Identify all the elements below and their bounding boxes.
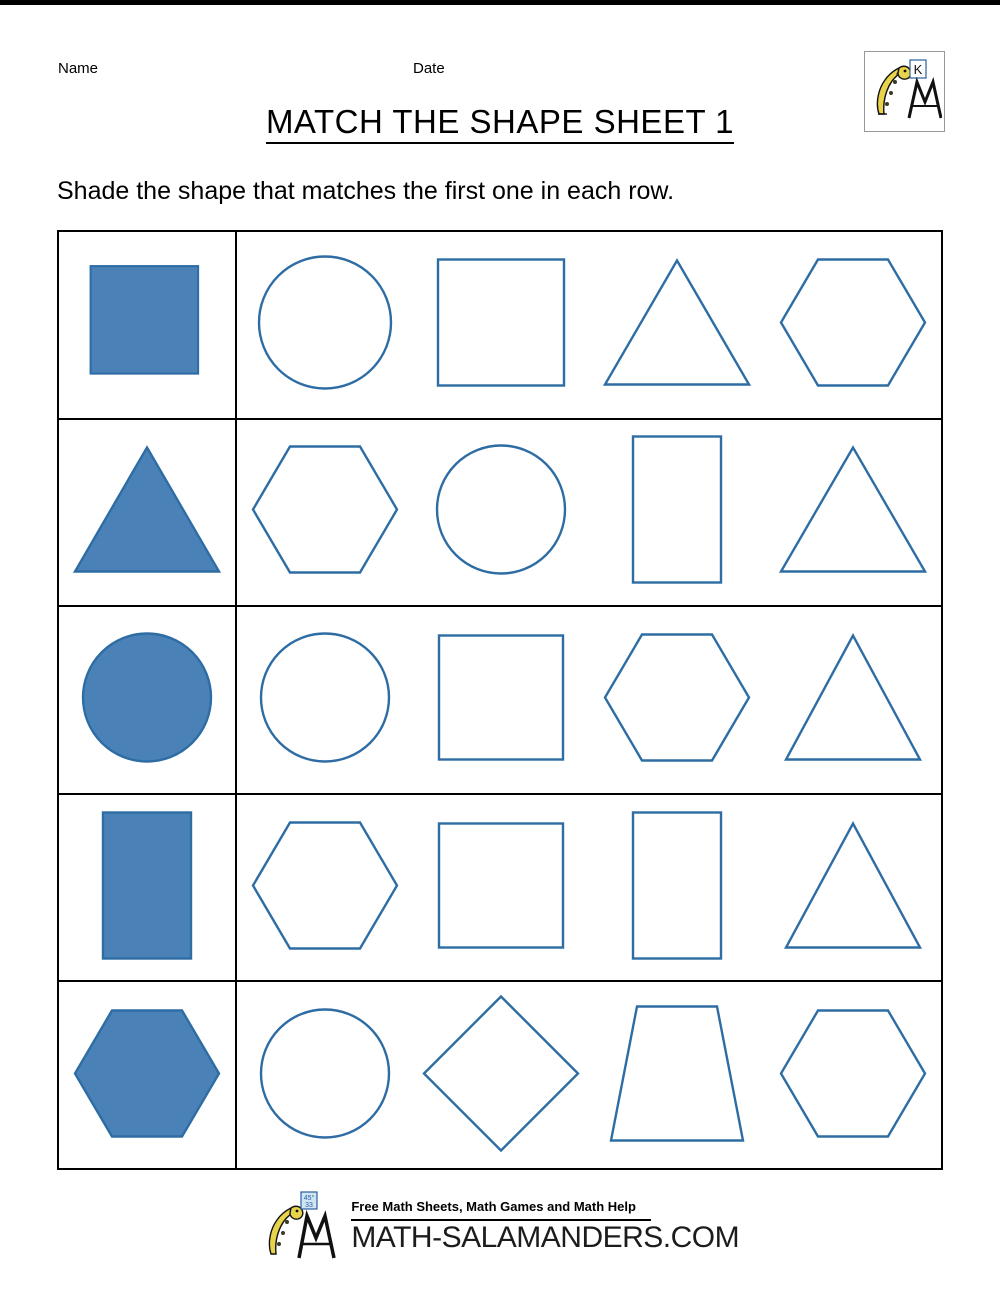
page-title bbox=[0, 103, 1000, 141]
option-cell[interactable] bbox=[413, 607, 589, 793]
shape-triangle-outline[interactable] bbox=[782, 631, 924, 768]
shape-trapezoid-outline[interactable] bbox=[607, 1003, 747, 1150]
svg-text:33: 33 bbox=[304, 1202, 313, 1209]
page-top-rule bbox=[0, 0, 1000, 5]
row-options-cell bbox=[237, 232, 941, 418]
row-options-cell bbox=[237, 795, 941, 981]
shape-rectangle-outline[interactable] bbox=[630, 434, 724, 591]
shape-triangle-outline[interactable] bbox=[601, 256, 753, 393]
footer-logo-svg bbox=[261, 1186, 343, 1262]
option-cell[interactable] bbox=[765, 982, 941, 1170]
footer-url[interactable]: MATH-SALAMANDERS.COM bbox=[351, 1221, 740, 1254]
option-cell[interactable] bbox=[413, 232, 589, 418]
option-cell[interactable] bbox=[237, 795, 413, 981]
option-cell[interactable] bbox=[237, 982, 413, 1170]
svg-text:45°: 45° bbox=[303, 1195, 315, 1202]
shape-circle-outline[interactable] bbox=[255, 252, 395, 397]
option-cell[interactable] bbox=[413, 795, 589, 981]
shape-hexagon-outline[interactable] bbox=[778, 256, 928, 393]
option-cell[interactable] bbox=[589, 420, 765, 606]
instructions-text: Shade the shape that matches the first one in each row. bbox=[57, 177, 675, 205]
worksheet-row bbox=[59, 982, 941, 1170]
shape-diamond-outline[interactable] bbox=[420, 993, 582, 1160]
footer-content bbox=[261, 1186, 739, 1267]
option-cell[interactable] bbox=[237, 232, 413, 418]
shape-square-outline[interactable] bbox=[436, 632, 566, 767]
option-cell[interactable] bbox=[765, 607, 941, 793]
shape-square-filled bbox=[82, 257, 212, 392]
shape-square-outline[interactable] bbox=[435, 256, 567, 393]
shape-triangle-filled bbox=[71, 444, 223, 581]
worksheet-row bbox=[59, 232, 941, 420]
page-footer bbox=[0, 1186, 1000, 1267]
svg-text:K: K bbox=[913, 62, 923, 77]
option-cell[interactable] bbox=[765, 420, 941, 606]
row-key-cell bbox=[59, 232, 237, 418]
worksheet-row bbox=[59, 795, 941, 983]
shape-circle-outline[interactable] bbox=[257, 629, 393, 770]
option-cell[interactable] bbox=[413, 420, 589, 606]
option-cell[interactable] bbox=[589, 232, 765, 418]
option-cell[interactable] bbox=[589, 795, 765, 981]
shape-hexagon-filled bbox=[72, 1008, 222, 1145]
row-key-cell bbox=[59, 607, 237, 793]
row-options-cell bbox=[237, 420, 941, 606]
option-cell[interactable] bbox=[237, 420, 413, 606]
page-title-text: MATCH THE SHAPE SHEET 1 bbox=[266, 103, 734, 144]
row-options-cell bbox=[237, 607, 941, 793]
worksheet-meta bbox=[58, 60, 942, 80]
worksheet-row bbox=[59, 420, 941, 608]
option-cell[interactable] bbox=[589, 607, 765, 793]
shape-circle-filled bbox=[79, 629, 215, 770]
option-cell[interactable] bbox=[765, 232, 941, 418]
shape-square-outline[interactable] bbox=[436, 820, 566, 955]
shape-rectangle-outline[interactable] bbox=[630, 809, 724, 966]
shape-hexagon-outline[interactable] bbox=[602, 631, 752, 768]
math-salamanders-logo-icon bbox=[261, 1186, 343, 1267]
option-cell[interactable] bbox=[237, 607, 413, 793]
shape-hexagon-outline[interactable] bbox=[778, 1008, 928, 1145]
shape-circle-outline[interactable] bbox=[433, 442, 569, 583]
shape-hexagon-outline[interactable] bbox=[250, 444, 400, 581]
date-label: Date bbox=[413, 60, 445, 77]
worksheet-grid bbox=[57, 230, 943, 1170]
option-cell[interactable] bbox=[765, 795, 941, 981]
shape-hexagon-outline[interactable] bbox=[250, 819, 400, 956]
footer-tagline: Free Math Sheets, Math Games and Math Help bbox=[351, 1199, 636, 1214]
worksheet-row bbox=[59, 607, 941, 795]
shape-triangle-outline[interactable] bbox=[782, 819, 924, 956]
option-cell[interactable] bbox=[413, 982, 589, 1170]
row-key-cell bbox=[59, 795, 237, 981]
shape-circle-outline[interactable] bbox=[257, 1006, 393, 1147]
option-cell[interactable] bbox=[589, 982, 765, 1170]
name-label: Name bbox=[58, 60, 99, 77]
shape-triangle-outline[interactable] bbox=[777, 444, 929, 581]
row-options-cell bbox=[237, 982, 941, 1170]
row-key-cell bbox=[59, 982, 237, 1170]
row-key-cell bbox=[59, 420, 237, 606]
shape-rectangle-filled bbox=[100, 809, 194, 966]
